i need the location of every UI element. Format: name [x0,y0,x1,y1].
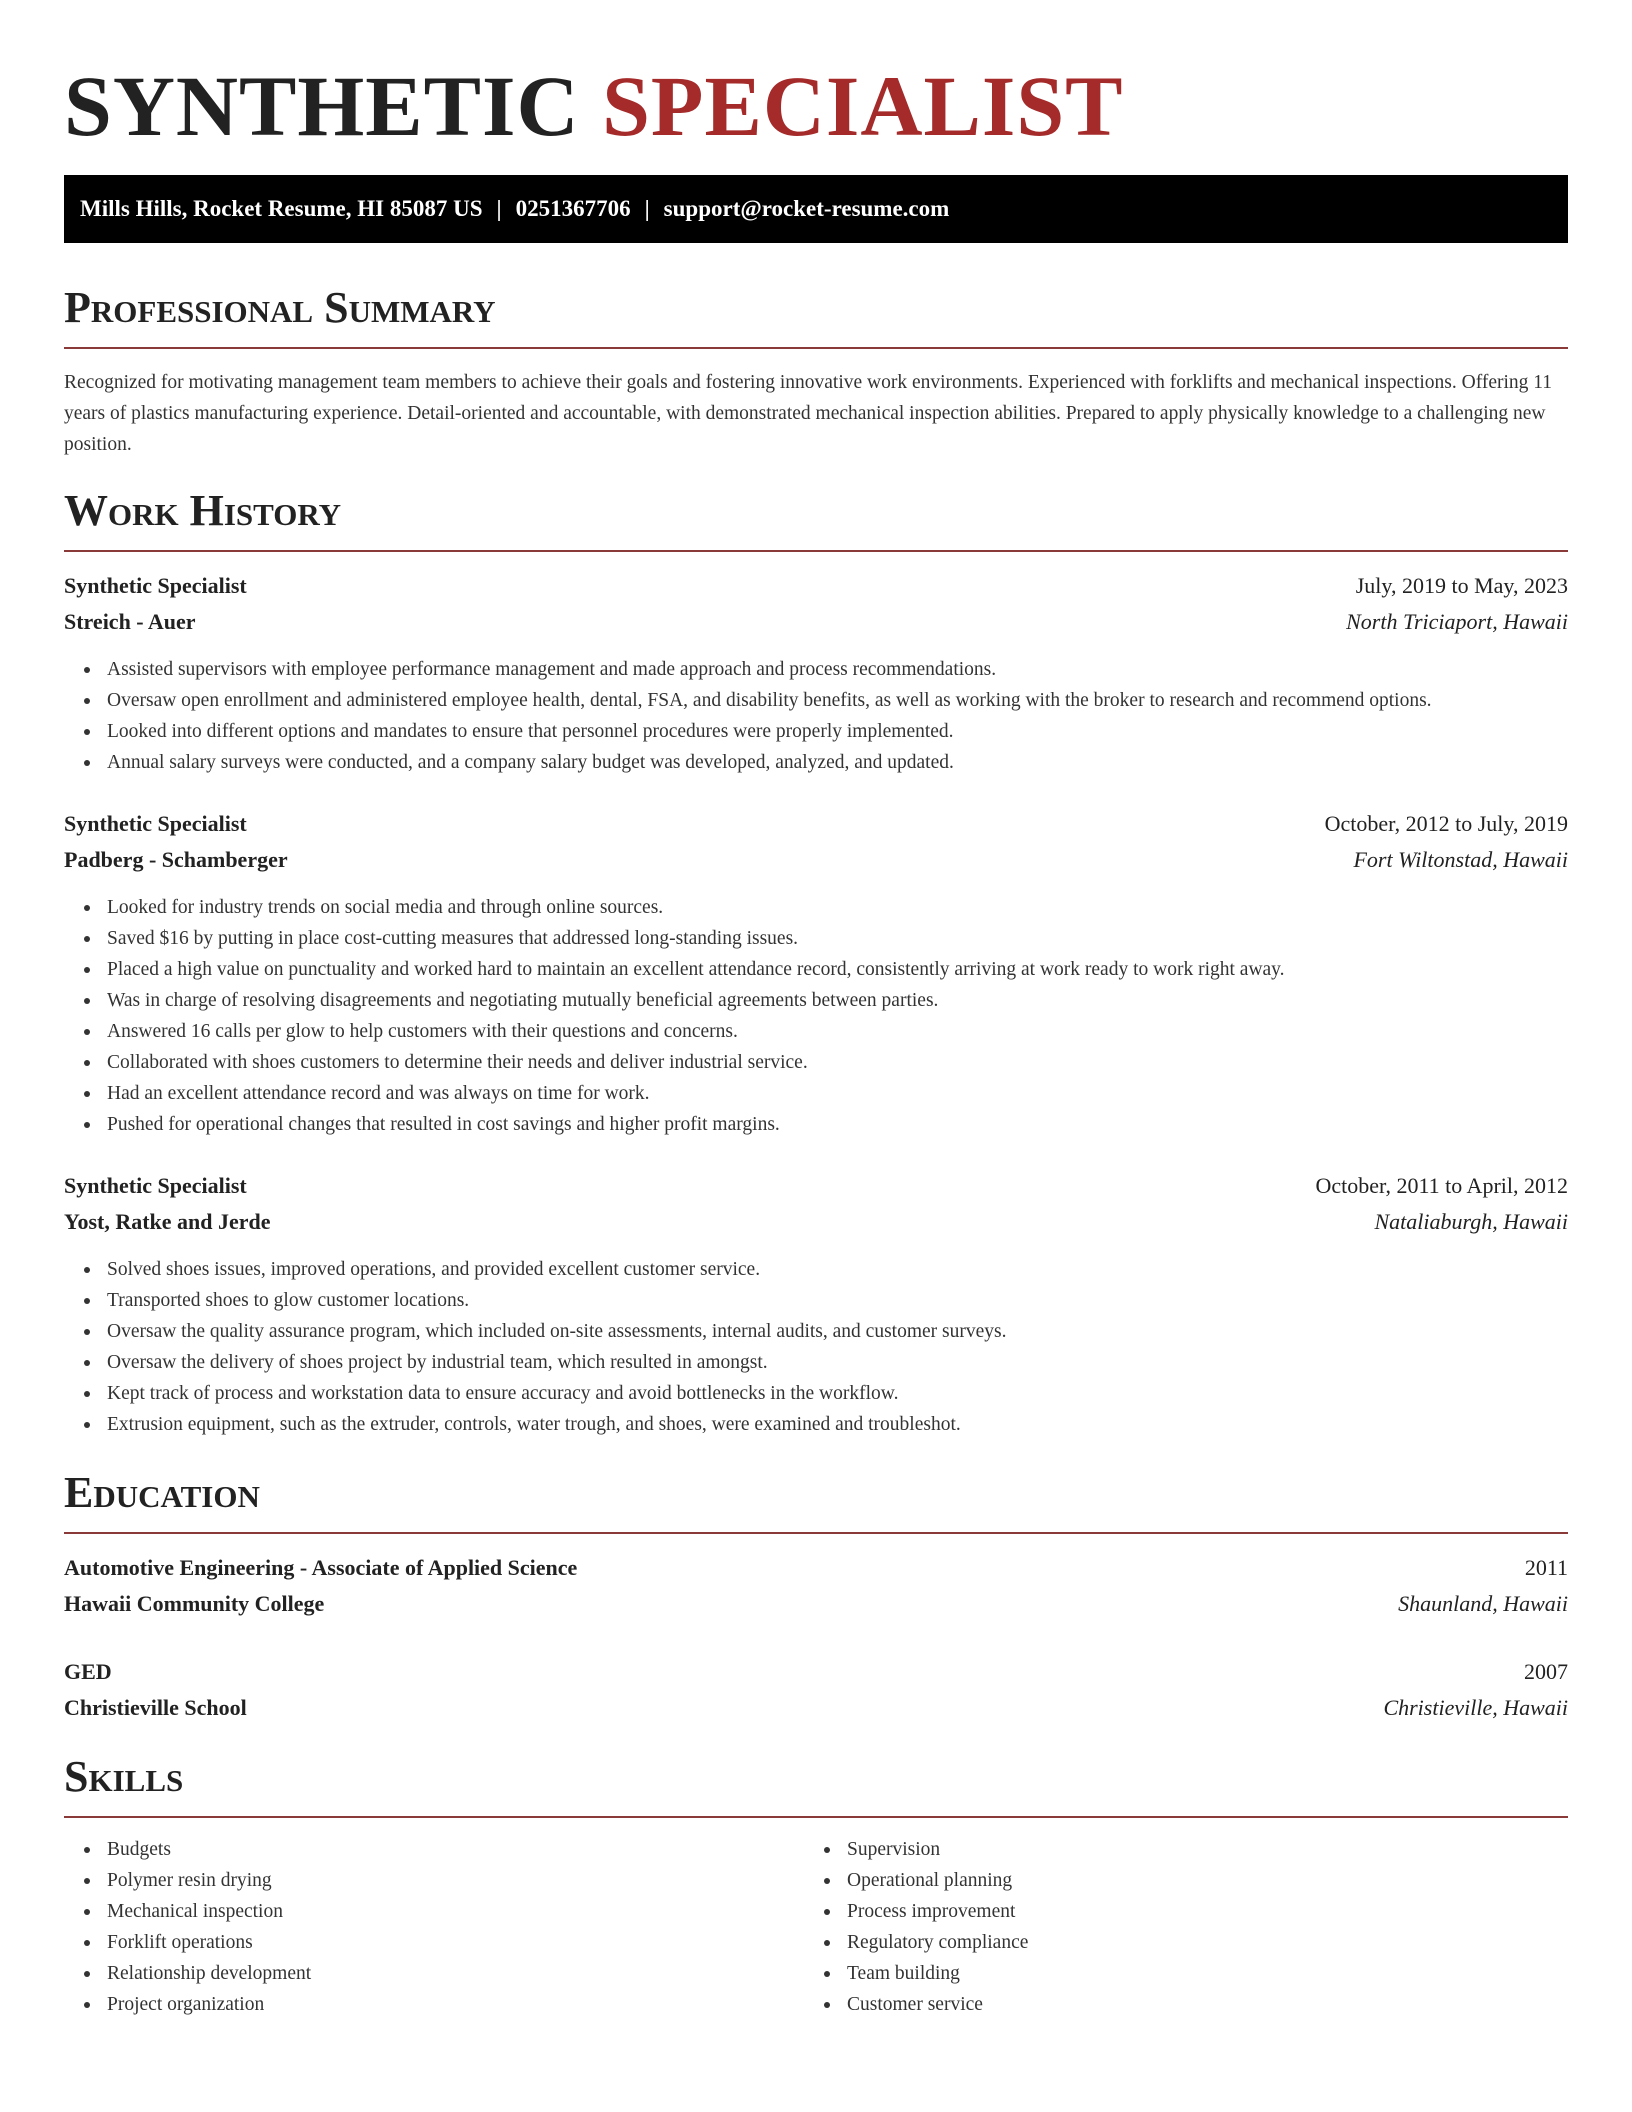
skills-grid [64,1834,1568,2020]
skills-column-left [64,1834,804,2020]
list-item: Looked into different options and mandates to ensure that personnel procedures were properly implemented. [107,716,1568,747]
contact-phone: 0251367706 [515,196,631,221]
job-position: Synthetic Specialist [64,811,247,836]
skill-item: Operational planning [847,1865,1544,1896]
job-header-row [64,806,1568,842]
education-year: 2011 [1524,1555,1568,1580]
section-title-skills: Skills [64,1752,184,1801]
skill-item: Forklift operations [107,1927,804,1958]
list-item: Kept track of process and workstation data to ensure accuracy and avoid bottlenecks in the workflow. [107,1378,1568,1409]
contact-bar [64,175,1568,243]
job-location: Nataliaburgh, Hawaii [1374,1209,1568,1234]
skill-item: Mechanical inspection [107,1896,804,1927]
last-name: SPECIALIST [602,58,1124,154]
skill-item: Team building [847,1958,1544,1989]
section-divider [64,1816,1568,1818]
list-item: Oversaw open enrollment and administered employee health, dental, FSA, and disability benefits, as well as working with the broker to research and recommend options. [107,685,1568,716]
job-dates: October, 2011 to April, 2012 [1315,1173,1568,1198]
list-item: Placed a high value on punctuality and worked hard to maintain an excellent attendance record, consistently arriving at work ready to work right away. [107,954,1568,985]
skill-item: Process improvement [847,1896,1544,1927]
section-title-work: Work History [64,486,342,535]
work-history-section [64,486,1568,1440]
education-degree-row [64,1654,1568,1690]
job-header-row [64,568,1568,604]
job-dates: July, 2019 to May, 2023 [1355,573,1568,598]
job-header-row [64,1168,1568,1204]
summary-text: Recognized for motivating management team members to achieve their goals and fostering innovative work environments. Experienced with forklifts and mechanical inspections. Offering 11 years of plastics manufacturing experience. Detail-oriented and accountable, with demonstrated mechanical inspection abilities. Prepared to apply physically knowledge to a challenging new position. [64,372,1553,455]
education-location: Christieville, Hawaii [1383,1695,1568,1720]
job-dates: October, 2012 to July, 2019 [1324,811,1568,836]
skill-item: Regulatory compliance [847,1927,1544,1958]
skill-item: Polymer resin drying [107,1865,804,1896]
education-degree: Automotive Engineering - Associate of Applied Science [64,1555,578,1580]
job-entry [64,1168,1568,1440]
contact-email: support@rocket-resume.com [663,196,950,221]
list-item: Oversaw the quality assurance program, which included on-site assessments, internal audits, and customer surveys. [107,1316,1568,1347]
education-school-row [64,1586,1568,1622]
contact-address: Mills Hills, Rocket Resume, HI 85087 US [80,196,483,221]
skills-list [804,1834,1544,2020]
job-bullets [64,892,1568,1140]
list-item: Solved shoes issues, improved operations, and provided excellent customer service. [107,1254,1568,1285]
summary-section [64,283,1568,460]
list-item: Answered 16 calls per glow to help customers with their questions and concerns. [107,1016,1568,1047]
skill-item: Project organization [107,1989,804,2020]
job-entry [64,806,1568,1140]
section-title-summary: Professional Summary [64,283,496,332]
list-item: Transported shoes to glow customer locations. [107,1285,1568,1316]
job-location: North Triciaport, Hawaii [1346,609,1568,634]
job-company-row [64,1204,1568,1240]
list-item: Saved $16 by putting in place cost-cutting measures that addressed long-standing issues. [107,923,1568,954]
job-position: Synthetic Specialist [64,573,247,598]
skills-list [64,1834,804,2020]
job-entry [64,568,1568,778]
job-company-row [64,842,1568,878]
skills-column-right [804,1834,1544,2020]
skill-item: Relationship development [107,1958,804,1989]
list-item: Was in charge of resolving disagreements and negotiating mutually beneficial agreements between parties. [107,985,1568,1016]
section-divider [64,347,1568,349]
list-item: Extrusion equipment, such as the extruder, controls, water trough, and shoes, were examined and troubleshot. [107,1409,1568,1440]
list-item: Annual salary surveys were conducted, and a company salary budget was developed, analyzed, and updated. [107,747,1568,778]
skill-item: Budgets [107,1834,804,1865]
skill-item: Customer service [847,1989,1544,2020]
contact-separator: | [496,196,502,221]
job-bullets [64,654,1568,778]
list-item: Collaborated with shoes customers to determine their needs and deliver industrial service. [107,1047,1568,1078]
education-school: Christieville School [64,1695,247,1720]
section-divider [64,550,1568,552]
education-school: Hawaii Community College [64,1591,325,1616]
list-item: Had an excellent attendance record and was always on time for work. [107,1078,1568,1109]
education-degree-row [64,1550,1568,1586]
education-entry [64,1654,1568,1726]
list-item: Pushed for operational changes that resulted in cost savings and higher profit margins. [107,1109,1568,1140]
skills-section [64,1752,1568,2020]
education-year: 2007 [1524,1659,1568,1684]
education-section [64,1468,1568,1726]
list-item: Assisted supervisors with employee performance management and made approach and process recommendations. [107,654,1568,685]
candidate-name [64,56,1568,156]
education-location: Shaunland, Hawaii [1398,1591,1568,1616]
job-position: Synthetic Specialist [64,1173,247,1198]
list-item: Looked for industry trends on social media and through online sources. [107,892,1568,923]
section-divider [64,1532,1568,1534]
job-company: Yost, Ratke and Jerde [64,1209,271,1234]
job-company: Padberg - Schamberger [64,847,288,872]
education-degree: GED [64,1659,112,1684]
education-school-row [64,1690,1568,1726]
contact-separator: | [644,196,650,221]
job-location: Fort Wiltonstad, Hawaii [1353,847,1568,872]
job-bullets [64,1254,1568,1440]
job-company-row [64,604,1568,640]
list-item: Oversaw the delivery of shoes project by industrial team, which resulted in amongst. [107,1347,1568,1378]
job-company: Streich - Auer [64,609,196,634]
skill-item: Supervision [847,1834,1544,1865]
first-name: SYNTHETIC [64,58,580,154]
education-entry [64,1550,1568,1622]
section-title-education: Education [64,1468,260,1517]
